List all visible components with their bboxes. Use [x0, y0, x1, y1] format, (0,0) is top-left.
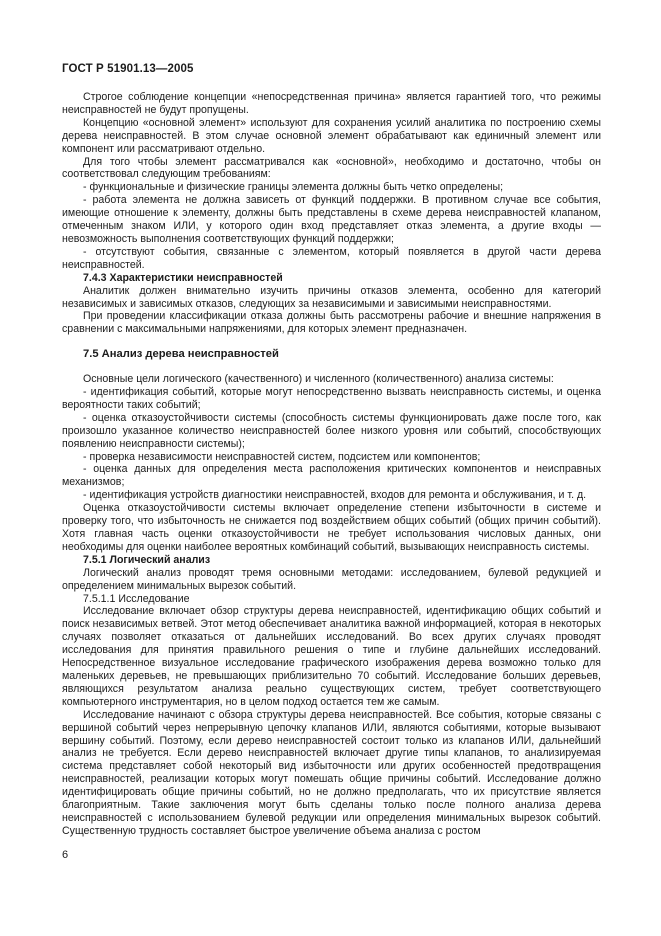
list-item: - оценка отказоустойчивости системы (способность системы функционировать даже после того, как произошло указанное количество неисправностей более низкого уровня или событий, способствующих появлению неисправности системы); [62, 411, 601, 450]
paragraph: Аналитик должен внимательно изучить причины отказов элемента, особенно для категорий независимых и зависимых отказов, следующих за независимыми и зависимыми неисправностями. [62, 284, 601, 310]
paragraph: Логический анализ проводят тремя основными методами: исследованием, булевой редукцией и определением минимальных вырезок событий. [62, 566, 601, 592]
list-item: - функциональные и физические границы элемента должны быть четко определены; [83, 181, 504, 194]
list-item: - работа элемента не должна зависеть от функций поддержки. В противном случае все события, имеющие отношение к элементу, должны быть представлены в схеме дерева неисправностей клапаном, отмеченным знаком ИЛИ, у которого один вход представляет отказ элемента, а другие входы — невозможность выполнения соответствующих функций поддержки; [62, 194, 601, 245]
paragraph: Строгое соблюдение концепции «непосредственная причина» является гарантией того, что режимы неисправностей не будут пропущены. [62, 91, 601, 116]
paragraph: Концепцию «основной элемент» используют для сохранения усилий аналитика по построению схемы дерева неисправностей. В этом случае основной элемент обрабатывают как единичный элемент или компонент или рассматривают отдельно. [62, 116, 601, 155]
paragraph: Исследование включает обзор структуры дерева неисправностей, идентификацию общих событий и поиск независимых ветвей. Этот метод обеспечивает аналитика важной информацией, которая в некоторых случаях позволяет отказаться от дальнейших исследований. Во всех других случаях проводят исследования для принятия правильного решения о типе и глубине дальнейших исследований. Непосредственное визуальное исследование графического изображения дерева возможно только для маленьких деревьев, не превышающих приблизительно 70 событий. Исследование больших деревьев, являющихся результатом анализа реально существующих систем, требует соответствующего компьютерного инструментария, но в целом подход остается тем же самым. [62, 605, 601, 708]
paragraph: Оценка отказоустойчивости системы включает определение степени избыточности в системе и проверку того, что избыточность не снижается под воздействием общих событий (общих причин событий). Хотя главная часть оценки отказоустойчивости не требует использования числовых данных, они необходимы для оценки наиболее вероятных комбинаций событий, вызывающих неисправность системы. [62, 502, 601, 553]
list-item: - идентификация событий, которые могут непосредственно вызвать неисправность системы, и оценка вероятности таких событий; [62, 386, 601, 411]
subsection-heading: 7.5.1 Логический анализ [83, 553, 211, 566]
subsection-heading: 7.4.3 Характеристики неисправностей [83, 271, 283, 284]
paragraph: Основные цели логического (качественного) и численного (количественного) анализа системы: [83, 373, 554, 386]
list-item: - отсутствуют события, связанные с элементом, который появляется в другой части дерева неисправностей. [62, 245, 601, 271]
paragraph: Для того чтобы элемент рассматривался как «основной», необходимо и достаточно, чтобы он соответствовал следующим требованиям: [62, 155, 601, 181]
document-body [62, 91, 601, 838]
paragraph: При проведении классификации отказа должны быть рассмотрены рабочие и внешние напряжения в сравнении с максимальными напряжениями, для которых элемент предназначен. [62, 310, 601, 336]
standard-number: ГОСТ Р 51901.13—2005 [62, 63, 194, 75]
section-heading: 7.5 Анализ дерева неисправностей [83, 348, 279, 361]
clause-heading: 7.5.1.1 Исследование [83, 592, 190, 605]
list-item: - оценка данных для определения места расположения критических компонентов и неисправных механизмов; [62, 463, 601, 489]
list-item: - проверка независимости неисправностей систем, подсистем или компонентов; [83, 450, 481, 463]
page-number: 6 [62, 848, 69, 861]
list-item: - идентификация устройств диагностики неисправностей, входов для ремонта и обслуживания, и т. д. [83, 489, 587, 502]
paragraph: Исследование начинают с обзора структуры дерева неисправностей. Все события, которые связаны с вершиной событий через непрерывную цепочку клапанов ИЛИ, являются событиями, которые вызывают вершину событий. Поэтому, если дерево неисправностей состоит только из клапанов ИЛИ, дальнейший анализ не требуется. Если дерево неисправностей включает другие типы клапанов, то анализируемая система представляет собой некоторый вид избыточности или других особенностей предотвращения неисправностей, реализации которых могут помешать общие причины событий. Исследование должно идентифицировать общие причины событий, но не должно предполагать, что их присутствие является благоприятным. Такие заключения могут быть сделаны только после полного анализа дерева неисправностей с использованием булевой редукции или определения минимальных вырезок событий. Существенную трудность составляет быстрое увеличение объема анализа с ростом [62, 708, 601, 837]
